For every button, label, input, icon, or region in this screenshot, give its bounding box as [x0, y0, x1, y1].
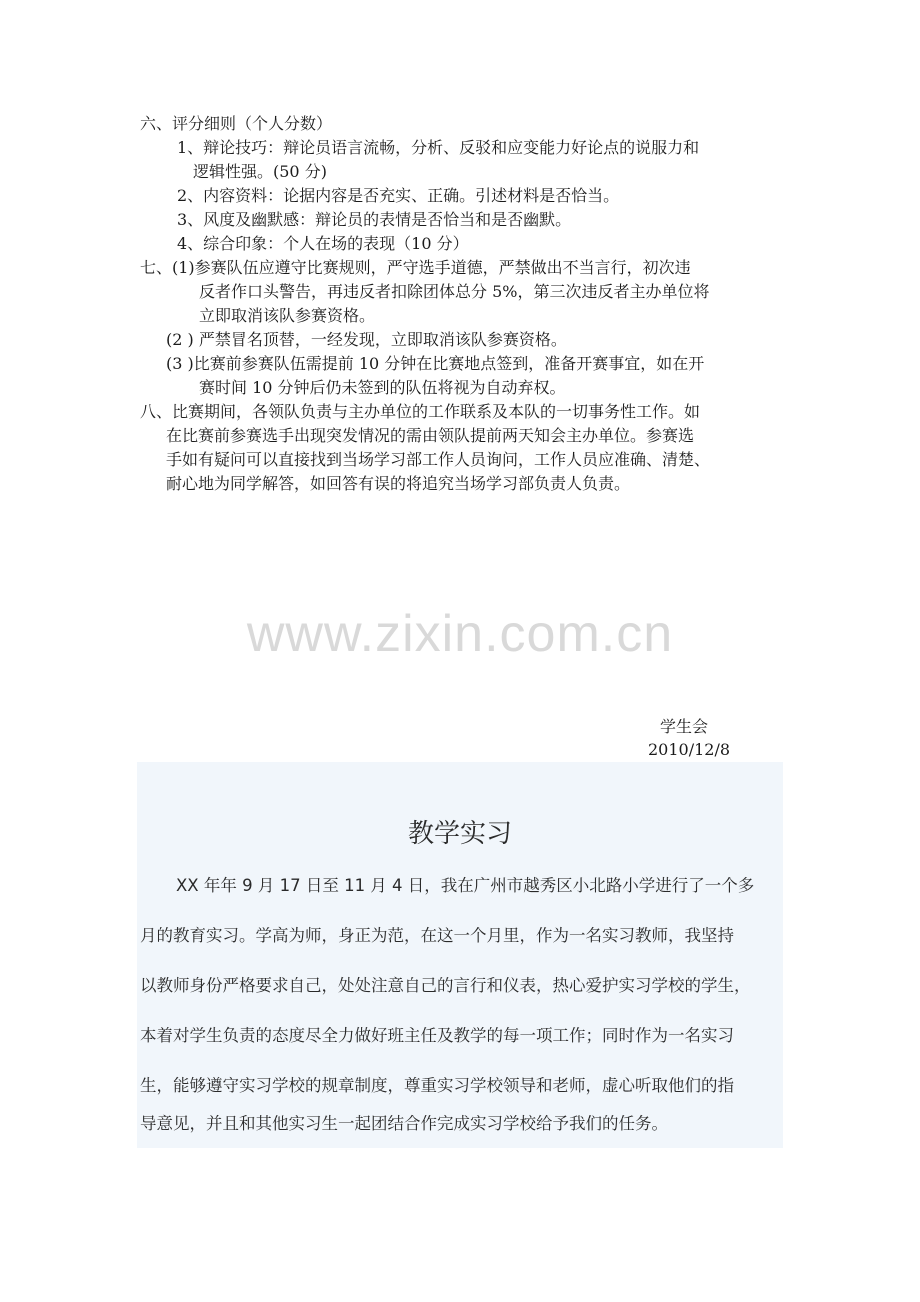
article-title: 教学实习 — [407, 819, 512, 849]
signature-date: 2010/12/8 — [648, 740, 731, 759]
rule-6-4: 4、综合印象：个人在场的表现（10 分） — [177, 234, 469, 253]
signature-org: 学生会 — [660, 717, 709, 736]
section-8-cont-b: 手如有疑问可以直接找到当场学习部工作人员询问，工作人员应准确、清楚、 — [166, 450, 711, 469]
article-line: 本着对学生负责的态度尽全力做好班主任及教学的每一项工作；同时作为一名实习 — [140, 1026, 734, 1045]
section-7-rule-1-cont-b: 立即取消该队参赛资格。 — [199, 306, 376, 325]
article-line: 导意见，并且和其他实习生一起团结合作完成实习学校给予我们的任务。 — [140, 1114, 668, 1133]
article-line: 以教师身份严格要求自己，处处注意自己的言行和仪表，热心爱护实习学校的学生， — [140, 976, 751, 995]
section-8-cont-c: 耐心地为同学解答，如回答有误的将追究当场学习部负责人负责。 — [166, 474, 631, 493]
rule-6-1-cont: 逻辑性强。(50 分) — [193, 162, 327, 181]
section-8: 八、比赛期间，各领队负责与主办单位的工作联系及本队的一切事务性工作。如 — [140, 402, 701, 421]
rule-6-3: 3、风度及幽默感：辩论员的表情是否恰当和是否幽默。 — [177, 210, 572, 229]
section-7-rule-3: (3 )比赛前参赛队伍需提前 10 分钟在比赛地点签到，准备开赛事宜，如在开 — [166, 354, 705, 373]
section-7-rule-1: 七、(1)参赛队伍应遵守比赛规则，严守选手道德，严禁做出不当言行，初次违 — [140, 258, 691, 277]
article-line: 月的教育实习。学高为师，身正为范，在这一个月里，作为一名实习教师，我坚持 — [140, 926, 734, 945]
article-line: 生，能够遵守实习学校的规章制度，尊重实习学校领导和老师，虚心听取他们的指 — [140, 1076, 734, 1095]
section-7-rule-3-cont: 赛时间 10 分钟后仍未签到的队伍将视为自动弃权。 — [199, 378, 566, 397]
section-7-rule-1-cont-a: 反者作口头警告，再违反者扣除团体总分 5%，第三次违反者主办单位将 — [199, 282, 710, 301]
rule-6-1: 1、辩论技巧：辩论员语言流畅，分析、反驳和应变能力好论点的说服力和 — [177, 138, 700, 157]
rule-6-2: 2、内容资料：论据内容是否充实、正确。引述材料是否恰当。 — [177, 186, 620, 205]
watermark: www.zixin.com.cn — [246, 605, 674, 663]
article-line: XX 年年 9 月 17 日至 11 月 4 日，我在广州市越秀区小北路小学进行了一个多 — [176, 876, 755, 895]
article-panel — [137, 762, 783, 1148]
section-6-heading: 六、评分细则（个人分数） — [140, 114, 333, 133]
section-7-rule-2: (2 ) 严禁冒名顶替，一经发现，立即取消该队参赛资格。 — [166, 330, 567, 349]
section-8-cont-a: 在比赛前参赛选手出现突发情况的需由领队提前两天知会主办单位。参赛选 — [166, 426, 695, 445]
